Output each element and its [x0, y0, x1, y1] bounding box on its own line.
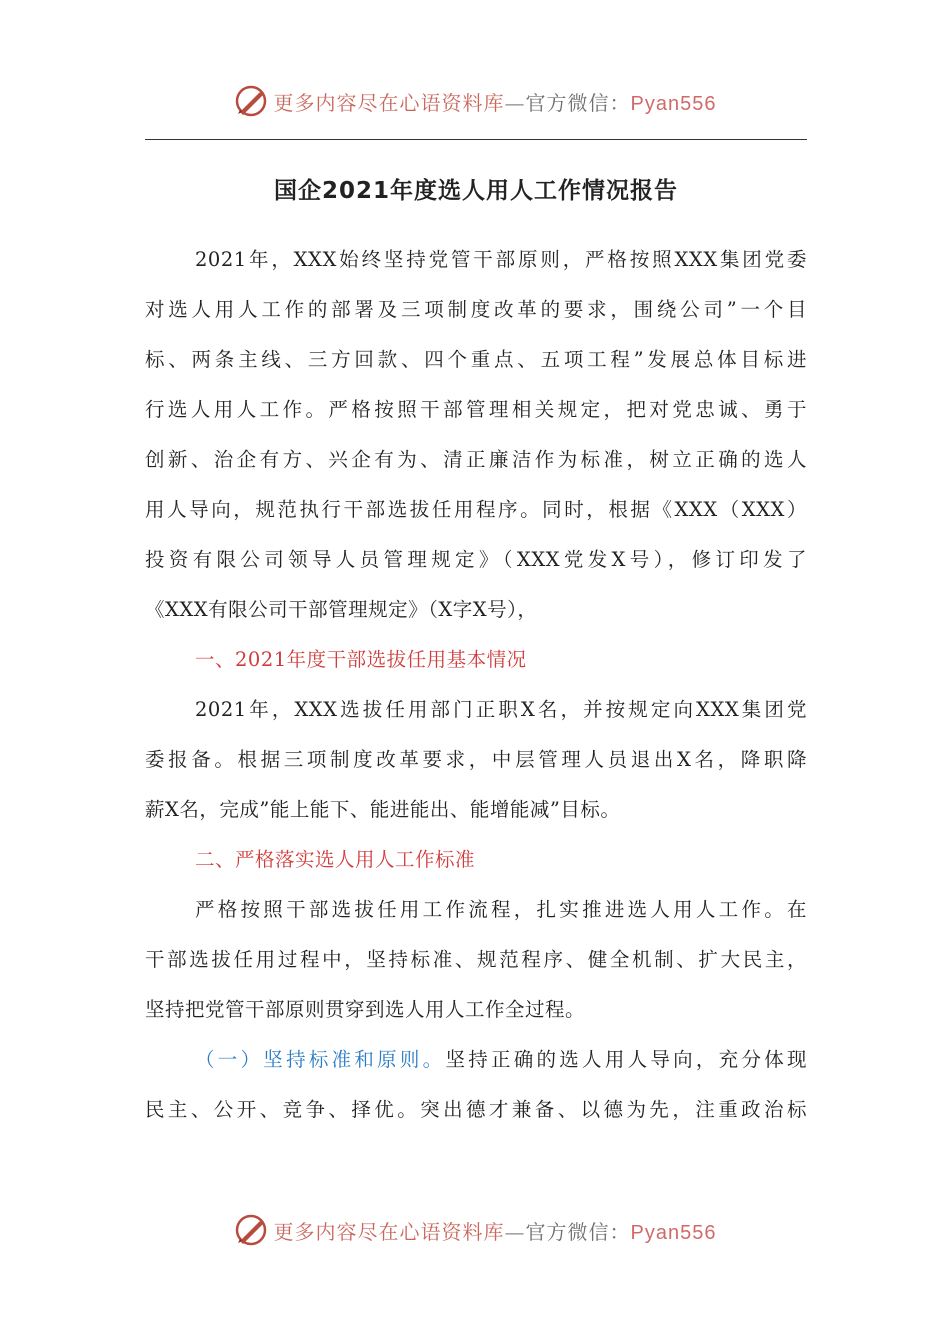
body-line: 投资有限公司领导人员管理规定》（XXX党发X号），修订印发了	[145, 548, 807, 571]
section-heading-1: 一、2021年度干部选拔任用基本情况	[195, 648, 527, 671]
body-text: 坚持正确的选人用人导向，充分体现	[445, 1048, 807, 1071]
pen-logo-icon	[234, 1213, 268, 1247]
body-line: 干部选拔任用过程中，坚持标准、规范程序、健全机制、扩大民主，	[145, 948, 807, 971]
banner-wechat-label: 官方微信：	[525, 90, 631, 115]
banner-separator: —	[504, 1219, 526, 1244]
body-line: 用人导向，规范执行干部选拔任用程序。同时，根据《XXX（XXX）	[145, 498, 807, 521]
banner-promo: 更多内容尽在心语资料库	[273, 1219, 505, 1244]
banner-promo: 更多内容尽在心语资料库	[273, 90, 505, 115]
pen-logo-icon	[234, 84, 268, 118]
banner-text	[274, 87, 717, 116]
body-line: 2021年，XXX选拔任用部门正职X名，并按规定向XXX集团党	[195, 698, 807, 721]
body-line: 创新、治企有方、兴企有为、清正廉洁作为标准，树立正确的选人	[145, 448, 807, 471]
subheading-1: （一）坚持标准和原则。	[195, 1048, 446, 1071]
body-line: 坚持把党管干部原则贯穿到选人用人工作全过程。	[145, 998, 586, 1021]
banner-wechat-label: 官方微信：	[525, 1219, 631, 1244]
body-line: 民主、公开、竞争、择优。突出德才兼备、以德为先，注重政治标	[145, 1098, 807, 1121]
document-body	[145, 235, 807, 1135]
body-line: 标、两条主线、三方回款、四个重点、五项工程”发展总体目标进	[145, 348, 807, 371]
body-line: 2021年，XXX始终坚持党管干部原则，严格按照XXX集团党委	[195, 248, 807, 271]
banner-separator: —	[504, 90, 526, 115]
header-divider	[145, 139, 807, 140]
body-line: 委报备。根据三项制度改革要求，中层管理人员退出X名，降职降	[145, 748, 807, 771]
body-line: 薪X名，完成”能上能下、能进能出、能增能减”目标。	[145, 798, 621, 821]
body-line: 《XXX有限公司干部管理规定》（X字X号），	[145, 598, 538, 621]
body-line: 严格按照干部选拔任用工作流程，扎实推进选人用人工作。在	[195, 898, 807, 921]
document-title: 国企2021年度选人用人工作情况报告	[273, 178, 678, 204]
header-banner	[0, 76, 950, 126]
body-line: 对选人用人工作的部署及三项制度改革的要求，围绕公司”一个目	[145, 298, 807, 321]
banner-wechat-id: Pyan556	[630, 1221, 717, 1244]
footer-banner	[0, 1205, 950, 1255]
section-heading-2: 二、严格落实选人用人工作标准	[195, 848, 476, 871]
banner-wechat-id: Pyan556	[630, 92, 717, 115]
banner-text	[274, 1216, 717, 1245]
body-line: 行选人用人工作。严格按照干部管理相关规定，把对党忠诚、勇于	[145, 398, 807, 421]
body-line-with-subheading	[145, 1035, 807, 1085]
